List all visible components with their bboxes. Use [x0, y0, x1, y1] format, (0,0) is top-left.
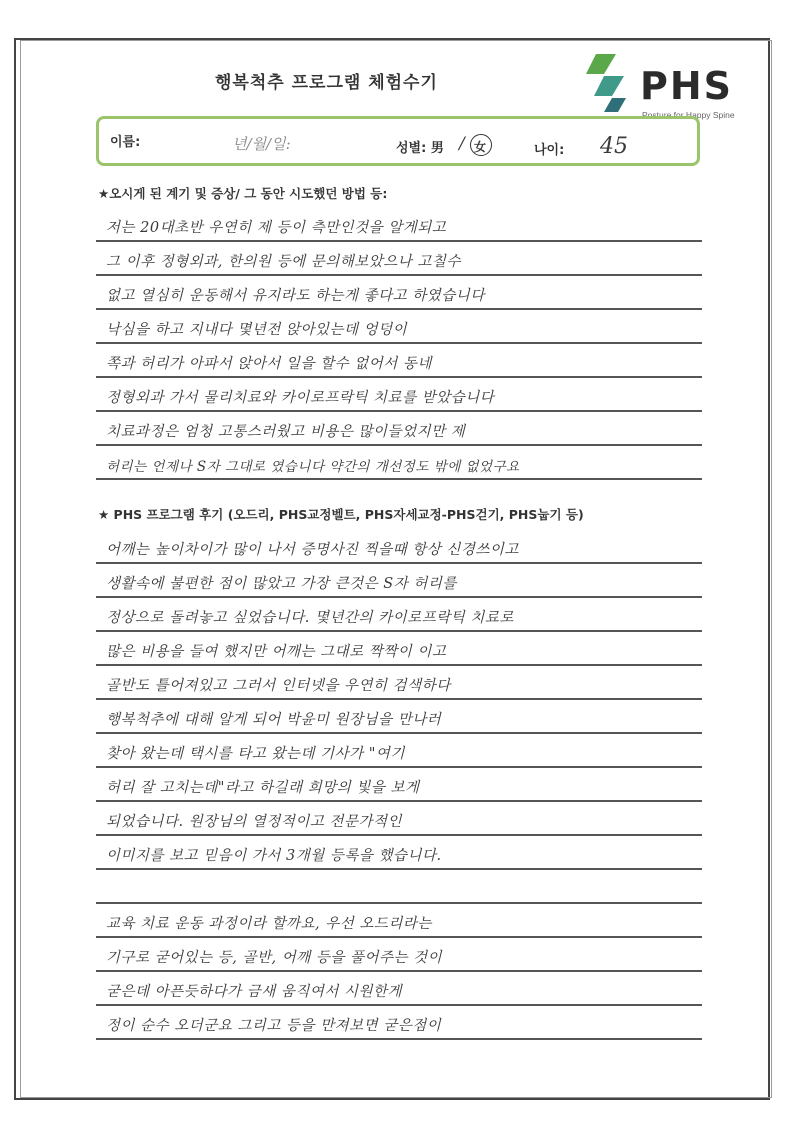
section2-title: ★ PHS 프로그램 후기 (오드리, PHS교정벨트, PHS자세교정-PHS걷기, PHS눕기 등)	[98, 507, 584, 522]
gender-slash: /	[459, 134, 465, 154]
section1-line: 허리는 언제나 S자 그대로 였습니다 약간의 개선정도 밖에 없었구요	[96, 446, 702, 480]
section2-line: 정이 순수 오더군요 그리고 등을 만져보면 굳은점이	[96, 1006, 702, 1040]
section2-line: 되었습니다. 원장님의 열정적이고 전문가적인	[96, 802, 702, 836]
gender-label: 성별: 男	[396, 141, 444, 156]
section2-body	[96, 530, 702, 1040]
section2-line: 어깨는 높이차이가 많이 나서 증명사진 찍을때 항상 신경쓰이고	[96, 530, 702, 564]
section2-line: 골반도 틀어져있고 그러서 인터넷을 우연히 검색하다	[96, 666, 702, 700]
section2-line: 행복척추에 대해 알게 되어 박윤미 원장님을 만나러	[96, 700, 702, 734]
section1-line: 그 이후 정형외과, 한의원 등에 문의해보았으나 고칠수	[96, 242, 702, 276]
logo-tagline: Posture for Happy Spine	[642, 110, 735, 120]
section1-line: 치료과정은 엄청 고통스러웠고 비용은 많이들었지만 제	[96, 412, 702, 446]
section1-line: 쪽과 허리가 아파서 앉아서 일을 할수 없어서 동네	[96, 344, 702, 378]
section2-line: 기구로 굳어있는 등, 골반, 어깨 등을 풀어주는 것이	[96, 938, 702, 972]
section1-title: ★오시게 된 계기 및 증상/ 그 동안 시도했던 방법 등:	[98, 186, 388, 201]
gender-selected: 女	[474, 140, 487, 154]
logo-brand: PHS	[640, 64, 734, 108]
name-label: 이름:	[110, 135, 141, 150]
section2-line: 찾아 왔는데 택시를 타고 왔는데 기사가 "여기	[96, 734, 702, 768]
form-title: 행복척추 프로그램 체험수기	[215, 73, 438, 93]
section1-body	[96, 208, 702, 480]
section2-line: 생활속에 불편한 점이 많았고 가장 큰것은 S자 허리를	[96, 564, 702, 598]
age-label: 나이:	[534, 143, 565, 158]
section1-line: 없고 열심히 운동해서 유지라도 하는게 좋다고 하였습니다	[96, 276, 702, 310]
section2-line: 이미지를 보고 믿음이 가서 3개월 등록을 했습니다.	[96, 836, 702, 870]
age-value: 45	[600, 134, 628, 159]
section1-line: 저는 20대초반 우연히 제 등이 측만인것을 알게되고	[96, 208, 702, 242]
section2-line: 교육 치료 운동 과정이라 할까요, 우선 오드리라는	[96, 904, 702, 938]
section2-line: 많은 비용을 들여 했지만 어깨는 그대로 짝짝이 이고	[96, 632, 702, 666]
phs-logo	[582, 50, 762, 122]
section2-line	[96, 870, 702, 904]
section2-line: 정상으로 돌려놓고 싶었습니다. 몇년간의 카이로프락틱 치료로	[96, 598, 702, 632]
name-value: 년/월/일:	[232, 135, 291, 153]
section2-line: 굳은데 아픈듯하다가 금새 움직여서 시원한게	[96, 972, 702, 1006]
section1-line: 낙심을 하고 지내다 몇년전 앉아있는데 엉덩이	[96, 310, 702, 344]
section1-line: 정형외과 가서 물리치료와 카이로프락틱 치료를 받았습니다	[96, 378, 702, 412]
section2-line: 허리 잘 고치는데"라고 하길래 희망의 빛을 보게	[96, 768, 702, 802]
spine-logo-icon	[582, 50, 630, 114]
